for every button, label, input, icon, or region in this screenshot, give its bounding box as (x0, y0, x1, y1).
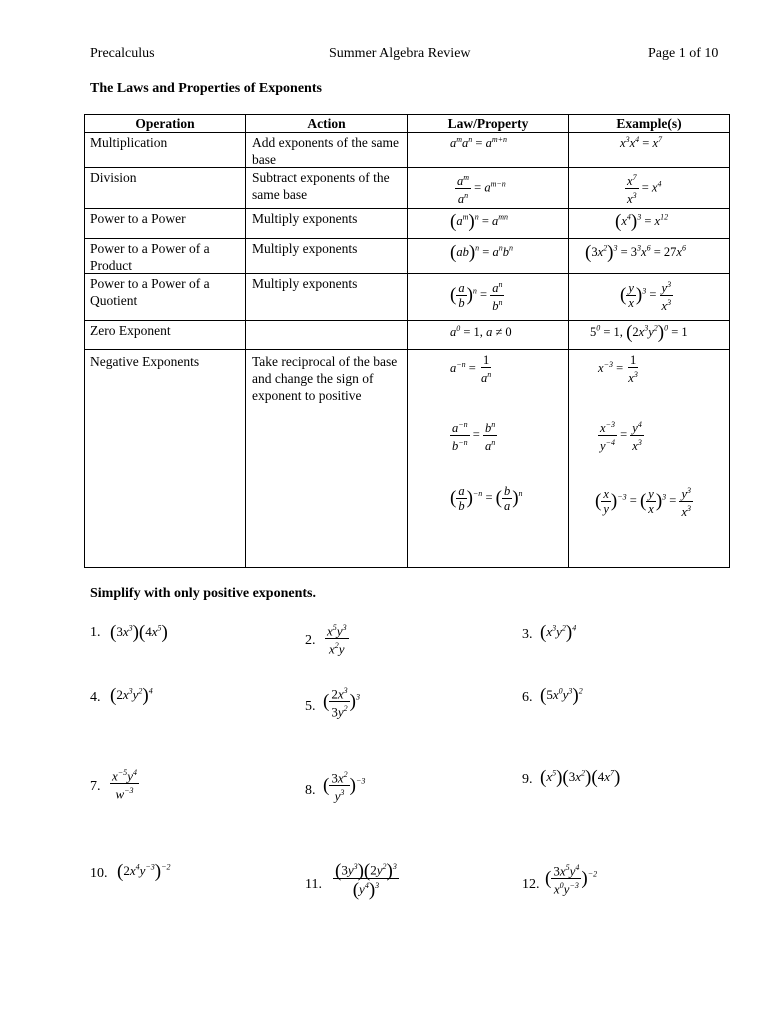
example-power-to-power: $(x^4)^3 = x^{12}$ (615, 211, 669, 232)
operation-multiplication: Multiplication (90, 135, 168, 150)
law-multiplication: $a^ma^n = a^{m+n}$ (450, 135, 508, 151)
example-negative-reciprocal: $x^{-3}$ = $\frac{1}{x^3}$ (598, 353, 638, 386)
law-negative-quotient: $\frac{a^{-n}}{b^{-n}}$ = $\frac{b^n}{a^n}$ (452, 420, 496, 454)
problem-number: 5. (305, 699, 316, 714)
problem-expression: $(2x^4y^{-3})^{-2}$ (117, 861, 171, 882)
problem-number: 6. (522, 690, 533, 705)
problem-expression: $(x^5)(3x^2)(4x^7)$ (540, 767, 621, 788)
problem-expression: $\frac{(3y^3)(2y^2)^3}{(y^4)^3}$ (335, 860, 397, 901)
problem-number: 1. (90, 625, 101, 640)
problem-number: 11. (305, 877, 322, 892)
law-negative-power-quotient: ( $\frac{a}{b}$ )$^{-n}$ = ( $\frac{b}{a}$ )$^n$ (450, 484, 523, 513)
action-multiplication: Add exponents of the same base (252, 135, 399, 167)
example-negative-quotient: $\frac{x^{-3}}{y^{-4}}$ = $\frac{y^4}{x^3}$ (600, 420, 642, 454)
problem-number: 12. (522, 877, 540, 892)
header-page-number: Page 1 of 10 (648, 46, 719, 61)
example-power-of-quotient: ( $\frac{y}{x}$ )$^3$ = $\frac{y^3}{x^3}$ (620, 280, 672, 314)
problem-expression: $(x^3y^2)^4$ (540, 622, 577, 643)
problem-number: 7. (90, 779, 101, 794)
col-header-action: Action (307, 116, 346, 131)
operation-zero-exponent: Zero Exponent (90, 323, 171, 338)
problem-expression: $\frac{x^5y^3}{x^2y}$ (327, 623, 347, 657)
example-division: $\frac{x^7}{x^3}$ = $x^4$ (627, 173, 662, 207)
problem-number: 3. (522, 627, 533, 642)
law-division: $\frac{a^m}{a^n}$ = $a^{m-n}$ (457, 173, 506, 207)
operation-negative-exponents: Negative Exponents (90, 354, 200, 369)
header-course: Precalculus (90, 46, 155, 61)
action-power-of-product: Multiply exponents (252, 241, 358, 256)
problem-number: 4. (90, 690, 101, 705)
action-division: Subtract exponents of the same base (252, 170, 390, 202)
header-title: Summer Algebra Review (329, 46, 471, 61)
law-power-of-product: $(ab)^n = a^nb^n$ (450, 242, 513, 263)
problem-number: 10. (90, 866, 108, 881)
problem-expression: ( $\frac{2x^3}{3y^2}$ )$^3$ (323, 686, 360, 720)
problem-expression: ( $\frac{3x^2}{y^3}$ )$^{-3}$ (323, 770, 366, 804)
operation-division: Division (90, 170, 137, 185)
problem-number: 9. (522, 772, 533, 787)
action-negative-exponents: Take reciprocal of the base and change the sign of exponent to positive (252, 354, 398, 403)
problem-expression: $\frac{x^{-5}y^4}{w^{-3}}$ (112, 768, 137, 802)
law-power-to-power: $(a^m)^n = a^{mn}$ (450, 211, 509, 232)
example-multiplication: $x^3x^4 = x^7$ (620, 135, 662, 151)
operation-power-of-product: Power to a Power of a Product (90, 241, 210, 273)
operation-power-of-quotient: Power to a Power of a Quotient (90, 276, 210, 308)
problem-expression: $(2x^3y^2)^4$ (110, 685, 153, 706)
law-negative-reciprocal: $a^{-n}$ = $\frac{1}{a^n}$ (450, 353, 492, 386)
problem-number: 8. (305, 783, 316, 798)
col-header-operation: Operation (135, 116, 195, 131)
action-power-to-power: Multiply exponents (252, 211, 358, 226)
operation-power-to-power: Power to a Power (90, 211, 186, 226)
problem-expression: ( $\frac{3x^5y^4}{x^0y^{-3}}$ )$^{-2}$ (545, 863, 598, 897)
example-negative-power-quotient: ( $\frac{x}{y}$ )$^{-3}$ = ( $\frac{y}{x}$ )$^3$ = $\frac{y^3}{x^3}$ (595, 486, 692, 520)
practice-title: Simplify with only positive exponents. (90, 586, 316, 601)
law-zero-exponent: $a^0 = 1$, a ≠ 0 (450, 324, 512, 340)
col-header-law: Law/Property (447, 116, 529, 131)
problem-number: 2. (305, 633, 316, 648)
col-header-example: Example(s) (616, 116, 682, 131)
law-power-of-quotient: ( $\frac{a}{b}$ )$^n$ = $\frac{a^n}{b^n}$ (450, 280, 503, 314)
problem-expression: $(5x^0y^3)^2$ (540, 685, 583, 706)
section-title: The Laws and Properties of Exponents (90, 81, 322, 96)
example-zero-exponent: $5^0 = 1$, $(2x^3y^2)^0 = 1$ (590, 322, 688, 343)
problem-expression: $(3x^3)(4x^5)$ (110, 622, 168, 643)
example-power-of-product: $(3x^2)^3 = 3^3x^6 = 27x^6$ (585, 242, 686, 263)
action-power-of-quotient: Multiply exponents (252, 276, 358, 291)
